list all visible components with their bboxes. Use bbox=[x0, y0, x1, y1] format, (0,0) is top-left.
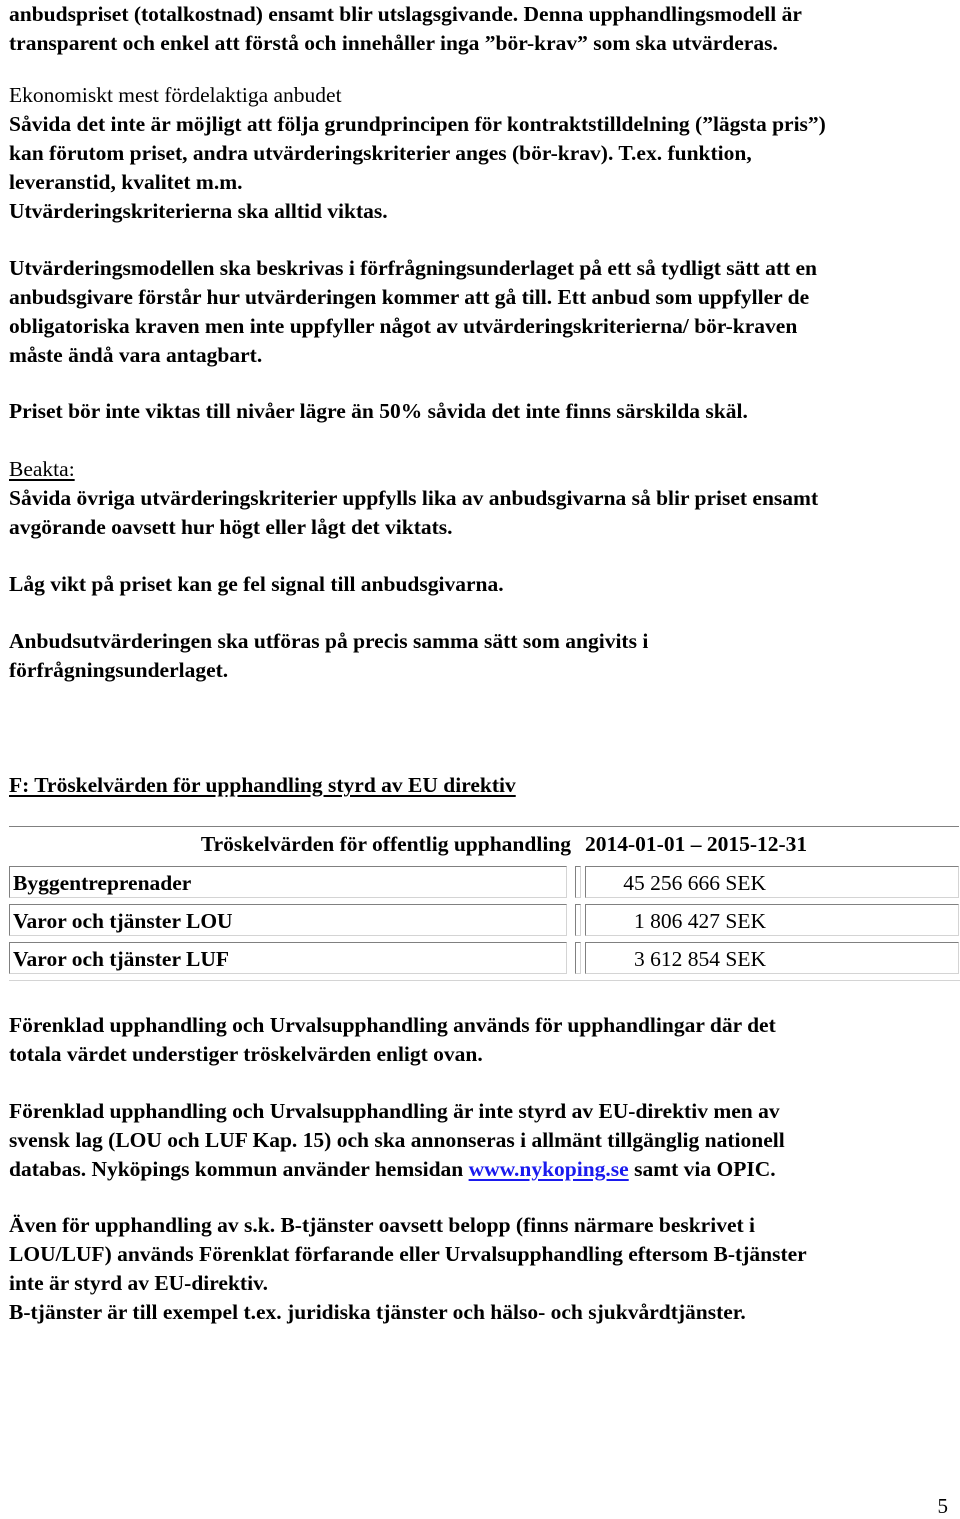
section-f-title: F: Tröskelvärden för upphandling styrd av EU direktiv bbox=[9, 773, 516, 797]
nykoping-website-link[interactable]: www.nykoping.se bbox=[468, 1157, 629, 1181]
section-beakta: Beakta: Såvida övriga utvärderingskriterier uppfylls lika av anbudsgivarna så blir priset ensamt avgörande oavsett hur högt eller lågt det viktats. bbox=[9, 455, 954, 542]
row-spacer bbox=[575, 904, 581, 936]
row-value: 3 612 854 SEK bbox=[634, 947, 766, 971]
beakta-label: Beakta: bbox=[9, 457, 75, 481]
row-value-cell bbox=[585, 904, 959, 936]
row-value-cell bbox=[585, 866, 959, 898]
ekonomiskt-heading: Ekonomiskt mest fördelaktiga anbudet bbox=[9, 83, 342, 107]
table-row bbox=[9, 864, 959, 902]
row-value-cell bbox=[585, 942, 959, 974]
table-bottom-border bbox=[9, 980, 960, 981]
row-label: Byggentreprenader bbox=[9, 866, 567, 898]
paragraph-price-weight: Priset bör inte viktas till nivåer lägre än 50% såvida det inte finns särskilda skäl. bbox=[9, 399, 748, 423]
table-row bbox=[9, 902, 959, 940]
section-ekonomiskt: Ekonomiskt mest fördelaktiga anbudet Såvida det inte är möjligt att följa grundprincipen för kontraktstilldelning (”lägsta pris”) kan förutom priset, andra utvärderingskriterier anges (bör-krav). T.ex. funktion, leveranstid, kvalitet m.m. Utvärderingskriterierna ska alltid viktas. bbox=[9, 81, 954, 226]
paragraph-procurement-model: anbudspriset (totalkostnad) ensamt blir utslagsgivande. Denna upphandlingsmodell är transparent och enkel att förstå och innehåller inga ”bör-krav” som ska utvärderas. bbox=[9, 2, 802, 55]
threshold-table bbox=[9, 826, 959, 978]
table-header-row bbox=[9, 826, 959, 864]
row-spacer bbox=[575, 942, 581, 974]
row-value: 45 256 666 SEK bbox=[623, 871, 766, 895]
paragraph-low-weight: Låg vikt på priset kan ge fel signal till anbudsgivarna. bbox=[9, 572, 504, 596]
row-label: Varor och tjänster LUF bbox=[9, 942, 567, 974]
paragraph-evaluation-same: Anbudsutvärderingen ska utföras på precis samma sätt som angivits i förfrågningsunderlaget. bbox=[9, 629, 649, 682]
section-f-heading bbox=[9, 771, 954, 800]
paragraph-simplified-1: Förenklad upphandling och Urvalsupphandling används för upphandlingar där det totala värdet understiger tröskelvärden enligt ovan. bbox=[9, 1013, 776, 1066]
row-label: Varor och tjänster LOU bbox=[9, 904, 567, 936]
paragraph-evaluation-model: Utvärderingsmodellen ska beskrivas i förfrågningsunderlaget på ett så tydligt sätt att en anbudsgivare förstår hur utvärderingen kommer att gå till. Ett anbud som uppfyller de obligatoriska kraven men inte uppfyller något av utvärderingskriterierna/ bör-kraven måste ändå vara antagbart. bbox=[9, 256, 818, 367]
page-number: 5 bbox=[937, 1494, 948, 1518]
paragraph-b-services: Även för upphandling av s.k. B-tjänster oavsett belopp (finns närmare beskrivet i LOU/LUF) används Förenklat förfarande eller Urvalsupphandling eftersom B-tjänster inte är styrd av EU-direktiv. B-tjänster är till exempel t.ex. juridiska tjänster och hälso- och sjukvårdtjänster. bbox=[9, 1213, 807, 1324]
row-value: 1 806 427 SEK bbox=[634, 909, 766, 933]
row-spacer bbox=[575, 866, 581, 898]
paragraph-simplified-2: Förenklad upphandling och Urvalsupphandling är inte styrd av EU-direktiv men av svensk lag (LOU och LUF Kap. 15) och ska annonseras i allmänt tillgänglig nationell databas. Nyköpings kommun använder hemsidan www.nykoping.se samt via OPIC. bbox=[9, 1099, 785, 1181]
table-header-label: Tröskelvärden för offentlig upphandling bbox=[200, 832, 571, 856]
table-row bbox=[9, 940, 959, 978]
table-header-period: 2014-01-01 – 2015-12-31 bbox=[585, 832, 808, 856]
